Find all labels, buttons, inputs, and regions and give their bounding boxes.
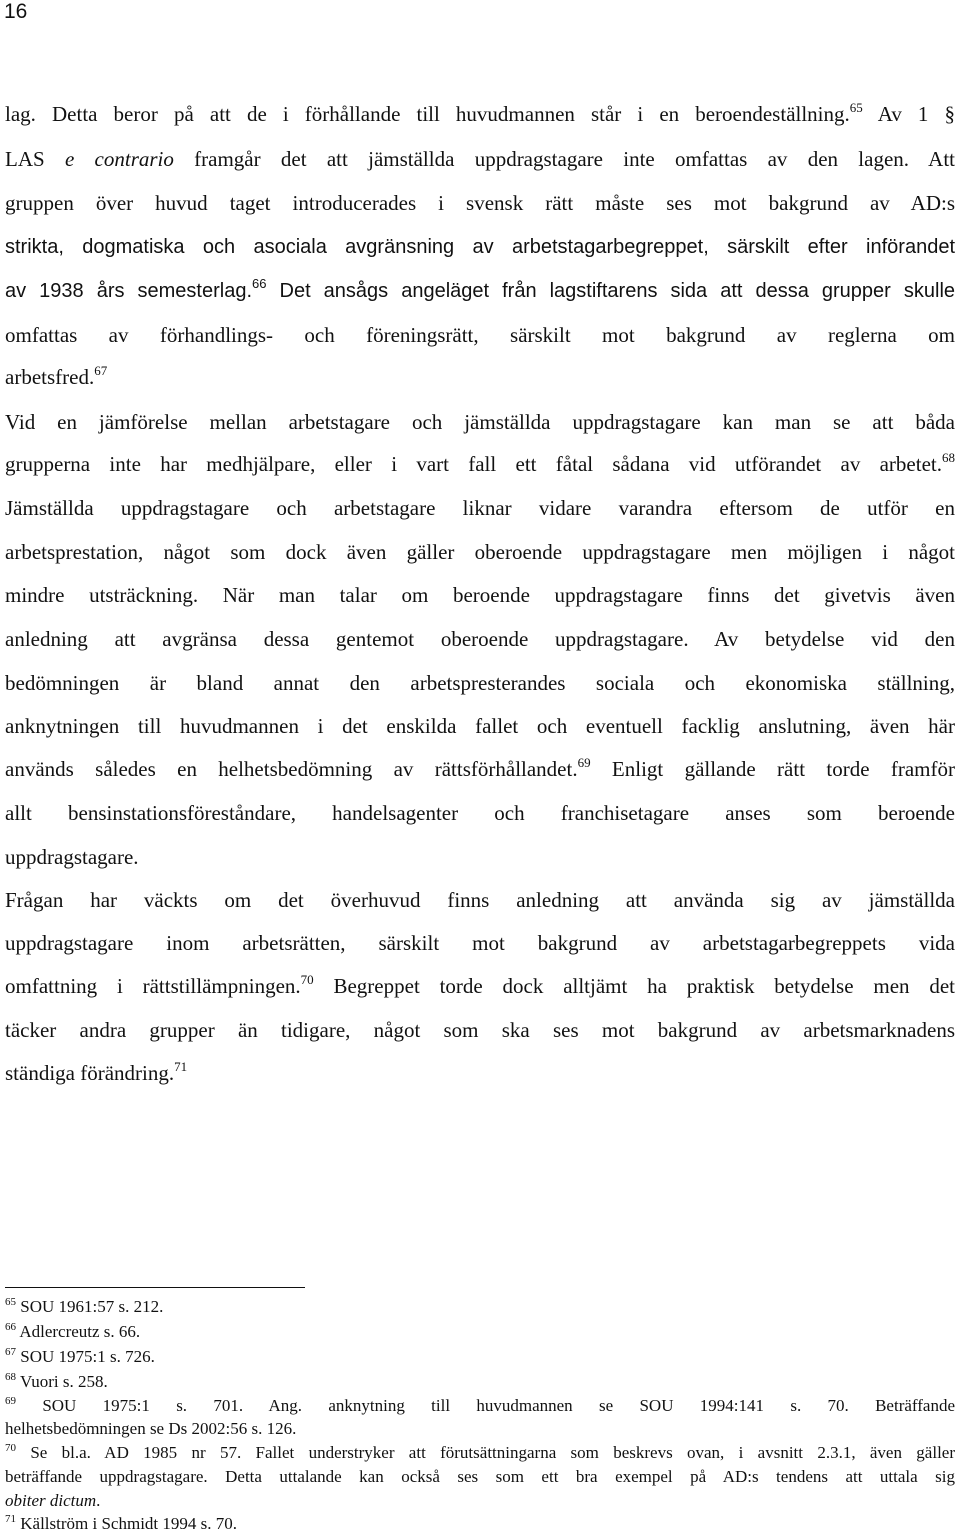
text-line: mindre utsträckning. När man talar om beroende uppdragstagare finns det givetvis även [5, 583, 955, 607]
footnote: $^{65}$ SOU 1961:57 s. 212. [5, 1296, 164, 1316]
text-line: anledning att avgränsa dessa gentemot oberoende uppdragstagare. Av betydelse vid den [5, 627, 955, 651]
text-line: täcker andra grupper än tidigare, något som ska ses mot bakgrund av arbetsmarknadens [5, 1018, 955, 1042]
text-line: uppdragstagare inom arbetsrätten, särskilt mot bakgrund av arbetstagarbegreppets vida [5, 931, 955, 955]
footnote-continuation: beträffande uppdragstagare. Detta uttalande kan också ses som ett bra exempel på AD:s tendens att uttala sig [5, 1467, 955, 1486]
text-line: Vid en jämförelse mellan arbetstagare och jämställda uppdragstagare kan man se att båda [5, 410, 955, 434]
text-line: bedömningen är bland annat den arbetspresterandes sociala och ekonomiska ställning, [5, 671, 955, 695]
footnote: $^{67}$ SOU 1975:1 s. 726. [5, 1346, 155, 1366]
text-line: grupperna inte har medhjälpare, eller i vart fall ett fåtal sådana vid utförandet av arbetet.$^{68}$ [5, 450, 955, 476]
footnote: $^{69}$ SOU 1975:1 s. 701. Ang. anknytning till huvudmannen se SOU 1994:141 s. 70. Beträffande [5, 1395, 956, 1415]
text-line: lag. Detta beror på att de i förhållande till huvudmannen står i en beroendeställning.$^{65}$ Av 1 § [5, 100, 955, 126]
footnote-ref: 65 [849, 100, 863, 115]
footnote-continuation: obiter dictum. [5, 1491, 101, 1510]
text-line: LAS e contrario framgår det att jämställda uppdragstagare inte omfattas av den lagen. Att [5, 147, 955, 171]
footnote-separator [5, 1287, 305, 1288]
text-line: uppdragstagare. [5, 845, 139, 869]
text-line: arbetsprestation, något som dock även gäller oberoende uppdragstagare men möjligen i något [5, 540, 955, 564]
footnote-ref: 70 [300, 972, 314, 987]
footnote: $^{71}$ Källström i Schmidt 1994 s. 70. [5, 1513, 237, 1533]
text-line: gruppen över huvud taget introducerades i svensk rätt måste ses mot bakgrund av AD:s [5, 191, 955, 215]
text-line: omfattas av förhandlings- och föreningsrätt, särskilt mot bakgrund av reglerna om [5, 323, 955, 347]
text-line: ständiga förändring.$^{71}$ [5, 1059, 188, 1085]
footnote-ref: 66 [252, 276, 267, 291]
text-line: omfattning i rättstillämpningen.$^{70}$ Begreppet torde dock alltjämt ha praktisk betydelse men det [5, 972, 955, 998]
text-line: strikta, dogmatiska och asociala avgränsning av arbetstagarbegreppet, särskilt efter införandet [5, 236, 955, 258]
footnote-ref: 68 [942, 450, 955, 465]
text-line: används således en helhetsbedömning av rättsförhållandet.$^{69}$ Enligt gällande rätt torde framför [5, 755, 955, 781]
footnote-ref: 71 [174, 1059, 188, 1074]
footnote: $^{70}$ Se bl.a. AD 1985 nr 57. Fallet understryker att förutsättningarna som beskrevs ovan, i avsnitt 2.3.1, även gäller [5, 1442, 955, 1462]
footnote-ref: 67 [94, 363, 108, 378]
page-number: 16 [4, 0, 28, 23]
text-line: Jämställda uppdragstagare och arbetstagare liknar vidare varandra eftersom de utför en [5, 496, 955, 520]
text-line: arbetsfred.$^{67}$ [5, 363, 108, 389]
text-line: Frågan har väckts om det överhuvud finns anledning att använda sig av jämställda [5, 888, 955, 912]
text-line: anknytningen till huvudmannen i det enskilda fallet och eventuell facklig anslutning, även här [5, 714, 955, 738]
footnote: $^{66}$ Adlercreutz s. 66. [5, 1321, 141, 1341]
text-line: av 1938 års semesterlag.$^{66}$ Det ansågs angeläget från lagstiftarens sida att dessa grupper skulle [5, 276, 956, 302]
footnote: $^{68}$ Vuori s. 258. [5, 1371, 108, 1391]
footnote-continuation: helhetsbedömningen se Ds 2002:56 s. 126. [5, 1419, 297, 1438]
text-line: allt bensinstationsföreståndare, handelsagenter och franchisetagare anses som beroende [5, 801, 955, 825]
footnote-ref: 69 [577, 755, 591, 770]
